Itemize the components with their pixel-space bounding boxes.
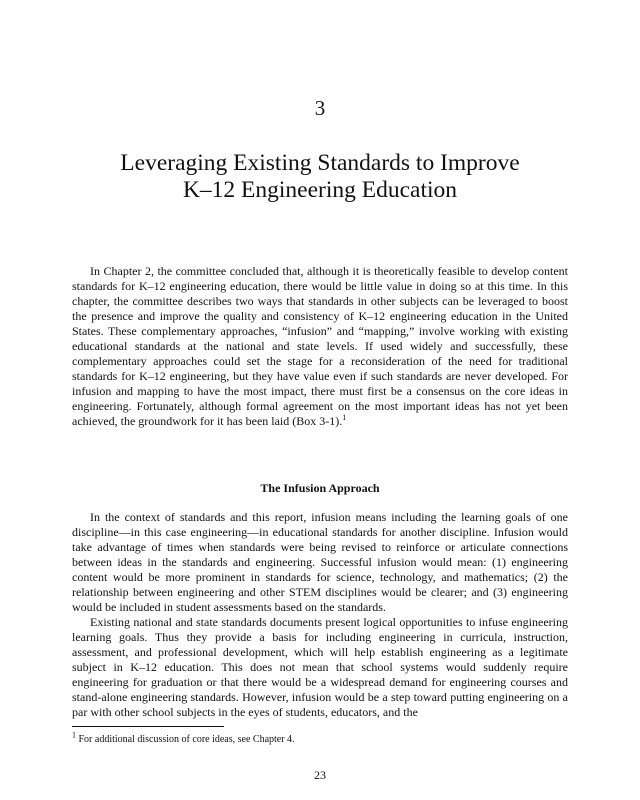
footnote-marker: 1	[72, 730, 76, 740]
intro-section	[72, 264, 568, 429]
footnote-text: For additional discussion of core ideas, see Chapter 4.	[78, 734, 295, 745]
chapter-number: 3	[314, 96, 326, 120]
infusion-section	[72, 510, 568, 720]
chapter-title-line-1: Leveraging Existing Standards to Improve	[120, 150, 520, 176]
intro-paragraph	[72, 264, 568, 429]
intro-paragraph-text: In Chapter 2, the committee concluded that, although it is theoretically feasible to develop content standards for K–12 engineering education, there would be little value in doing so at this time. In this chapter, the committee describes two ways that standards in other subjects can be leveraged to boost the presence and improve the quality and consistency of K–12 engineering education in the United States. These complementary approaches, “infusion” and “mapping,” involve working with existing educational standards at the national and state levels. If used widely and successfully, these complementary approaches could set the stage for a reconsideration of the need for traditional standards for K–12 engineering, but they have value even if such standards are never developed. For infusion and mapping to have the most impact, there must first be a consensus on the core ideas in engineering. Fortunately, although formal agreement on the most important ideas has not yet been achieved, the groundwork for it has been laid (Box 3-1).	[72, 264, 568, 428]
section-paragraph-2: Existing national and state standards documents present logical opportunities to infuse engineering learning goals. Thus they provide a basis for including engineering in curricula, instruction, assessment, and professional development, which will help establish engineering as a legitimate subject in K–12 education. This does not mean that school systems would suddenly require engineering for graduation or that there would be a widespread demand for engineering courses and stand-alone engineering standards. However, infusion would be a step toward putting engineering on a par with other school subjects in the eyes of students, educators, and the	[72, 615, 568, 719]
chapter-title	[0, 150, 640, 204]
section-heading: The Infusion Approach	[260, 481, 380, 495]
footnote	[72, 730, 568, 746]
footnote-reference: 1	[342, 413, 347, 422]
chapter-title-line-2: K–12 Engineering Education	[182, 177, 458, 203]
page-number: 23	[314, 768, 326, 782]
section-paragraph-1: In the context of standards and this report, infusion means including the learning goals of one discipline—in this case engineering—in educational standards for another discipline. Infusion would take advantage of times when standards were being revised to reinforce or articulate connections between ideas in the standards and engineering. Successful infusion would mean: (1) engineering content would be more prominent in standards for science, technology, and mathematics; (2) the relationship between engineering and other STEM disciplines would be clearer; and (3) engineering would be included in student assessments based on the standards.	[72, 510, 568, 614]
footnote-divider	[72, 726, 224, 727]
